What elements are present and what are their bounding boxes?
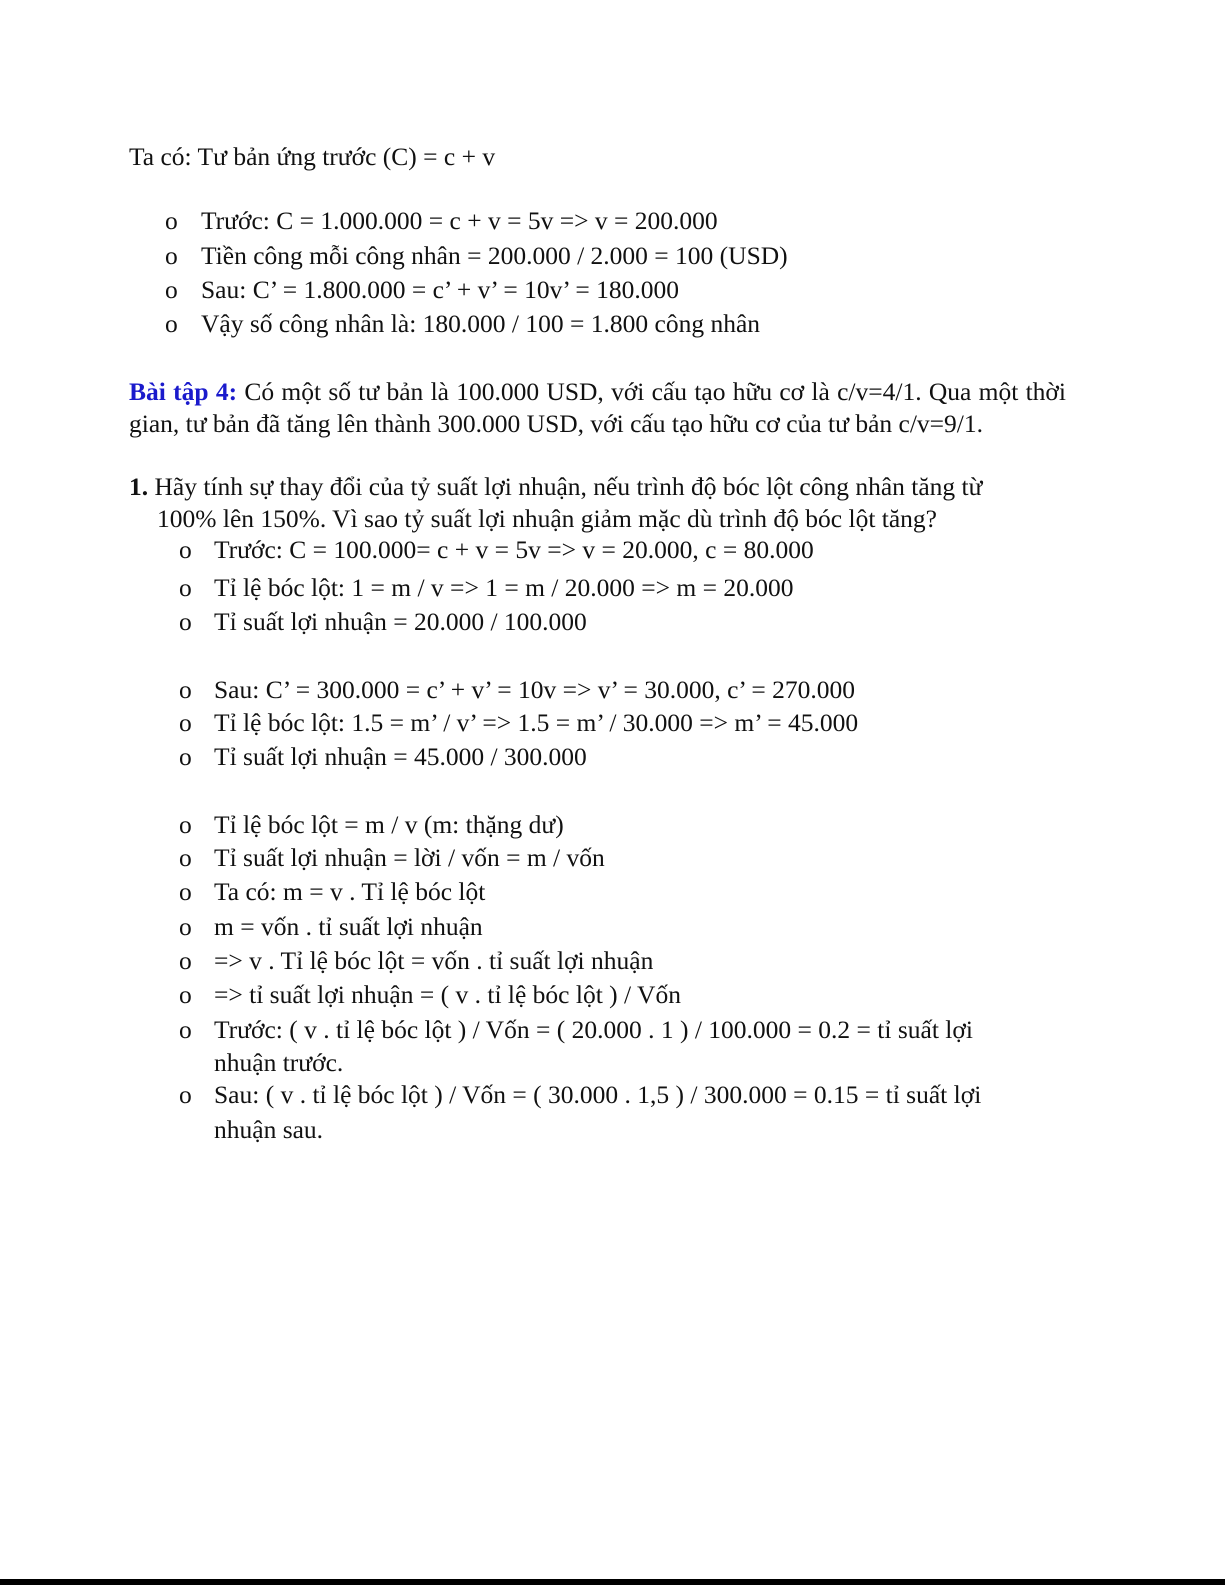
list-item-text: Tỉ lệ bóc lột: 1 = m / v => 1 = m / 20.000 => m = 20.000 bbox=[214, 573, 794, 602]
bullet-marker: o bbox=[179, 843, 192, 872]
exercise-paragraph bbox=[129, 376, 1066, 440]
list-item-text: Sau: ( v . tỉ lệ bóc lột ) / Vốn = ( 30.000 . 1,5 ) / 300.000 = 0.15 = tỉ suất lợi bbox=[214, 1080, 982, 1109]
list-item-text: => tỉ suất lợi nhuận = ( v . tỉ lệ bóc lột ) / Vốn bbox=[214, 980, 681, 1009]
bullet-marker: o bbox=[179, 708, 192, 737]
bullet-marker: o bbox=[165, 275, 178, 304]
question-line-1 bbox=[129, 472, 982, 503]
list-item-text: Tỉ lệ bóc lột: 1.5 = m’ / v’ => 1.5 = m’ / 30.000 => m’ = 45.000 bbox=[214, 708, 859, 737]
list-item-text-continued: nhuận sau. bbox=[214, 1115, 324, 1144]
bullet-marker: o bbox=[179, 573, 192, 602]
bullet-marker: o bbox=[179, 980, 192, 1009]
list-item-text: Tỉ suất lợi nhuận = 45.000 / 300.000 bbox=[214, 742, 587, 771]
bullet-marker: o bbox=[165, 309, 178, 338]
list-item-text: Sau: C’ = 1.800.000 = c’ + v’ = 10v’ = 180.000 bbox=[201, 275, 679, 304]
list-item-text-continued: nhuận trước. bbox=[214, 1048, 344, 1077]
exercise-text: Có một số tư bản là 100.000 USD, với cấu tạo hữu cơ là c/v=4/1. Qua một thời gian, tư bản đã tăng lên thành 300.000 USD, với cấu tạo hữu cơ của tư bản c/v=9/1. bbox=[129, 377, 1066, 438]
list-item-text: m = vốn . tỉ suất lợi nhuận bbox=[214, 912, 483, 941]
bullet-marker: o bbox=[179, 1080, 192, 1109]
list-item-text: Tiền công mỗi công nhân = 200.000 / 2.000 = 100 (USD) bbox=[201, 241, 788, 270]
list-item-text: => v . Tỉ lệ bóc lột = vốn . tỉ suất lợi nhuận bbox=[214, 946, 654, 975]
question-number: 1. bbox=[129, 472, 149, 501]
list-item-text: Trước: C = 100.000= c + v = 5v => v = 20.000, c = 80.000 bbox=[214, 535, 814, 564]
bullet-marker: o bbox=[179, 946, 192, 975]
list-item-text: Ta có: m = v . Tỉ lệ bóc lột bbox=[214, 877, 486, 906]
bullet-marker: o bbox=[179, 535, 192, 564]
list-item-text: Vậy số công nhân là: 180.000 / 100 = 1.800 công nhân bbox=[201, 309, 761, 338]
bullet-marker: o bbox=[179, 675, 192, 704]
bottom-edge-rule bbox=[0, 1579, 1225, 1585]
bullet-marker: o bbox=[179, 810, 192, 839]
bullet-marker: o bbox=[179, 877, 192, 906]
bullet-marker: o bbox=[179, 1015, 192, 1044]
exercise-heading: Bài tập 4: bbox=[129, 377, 238, 406]
list-item-text: Trước: ( v . tỉ lệ bóc lột ) / Vốn = ( 20.000 . 1 ) / 100.000 = 0.2 = tỉ suất lợi bbox=[214, 1015, 973, 1044]
list-item-text: Tỉ suất lợi nhuận = 20.000 / 100.000 bbox=[214, 607, 587, 636]
bullet-marker: o bbox=[179, 742, 192, 771]
bullet-marker: o bbox=[179, 912, 192, 941]
bullet-marker: o bbox=[165, 206, 178, 235]
list-item-text: Tỉ lệ bóc lột = m / v (m: thặng dư) bbox=[214, 810, 564, 839]
question-text: Hãy tính sự thay đổi của tỷ suất lợi nhuận, nếu trình độ bóc lột công nhân tăng từ bbox=[148, 472, 983, 501]
list-item-text: Tỉ suất lợi nhuận = lời / vốn = m / vốn bbox=[214, 843, 605, 872]
list-item-text: Trước: C = 1.000.000 = c + v = 5v => v = 200.000 bbox=[201, 206, 718, 235]
bullet-marker: o bbox=[179, 607, 192, 636]
bullet-marker: o bbox=[165, 241, 178, 270]
intro-line: Ta có: Tư bản ứng trước (C) = c + v bbox=[129, 142, 496, 171]
question-line-2: 100% lên 150%. Vì sao tỷ suất lợi nhuận giảm mặc dù trình độ bóc lột tăng? bbox=[157, 504, 938, 533]
list-item-text: Sau: C’ = 300.000 = c’ + v’ = 10v => v’ = 30.000, c’ = 270.000 bbox=[214, 675, 856, 704]
